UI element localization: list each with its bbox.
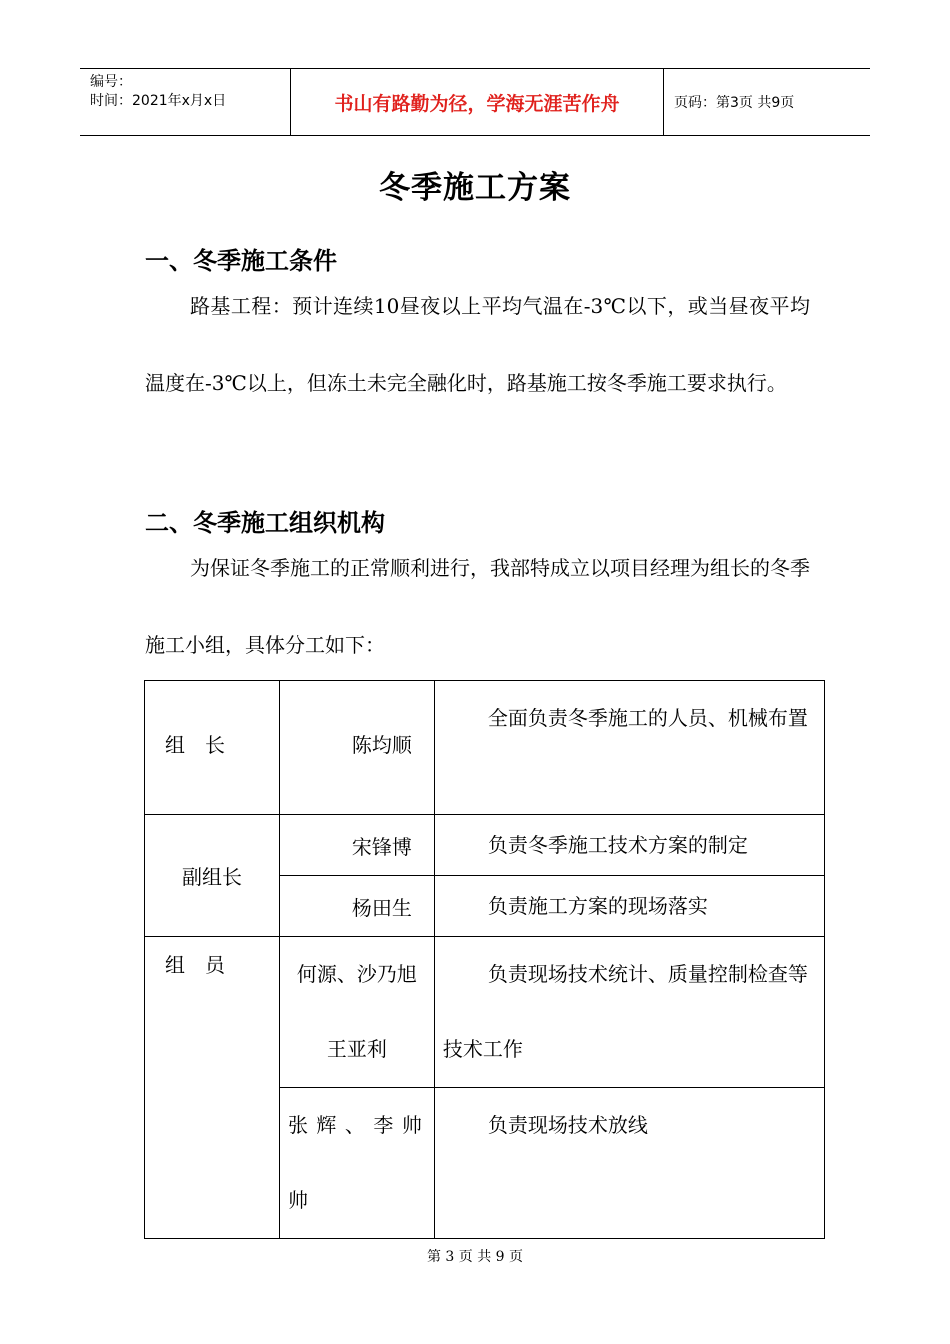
- role-deputy-leader: 副组长: [181, 865, 242, 889]
- page-footer: 第 3 页 共 9 页: [426, 1249, 524, 1265]
- header-meta: [80, 69, 291, 136]
- duty-member-1: 负责现场技术统计、质量控制检查等技术工作: [442, 962, 808, 1061]
- duty-assignment-table: [144, 680, 825, 1239]
- header-motto: 书山有路勤为径，学海无涯苦作舟: [291, 69, 664, 136]
- role-cell: [145, 815, 280, 937]
- duty-deputy-1: 负责冬季施工技术方案的制定: [487, 833, 748, 857]
- name-cell: [279, 1088, 434, 1239]
- name-leader: 陈均顺: [351, 733, 412, 757]
- duty-cell: [434, 1088, 824, 1239]
- duty-leader: 全面负责冬季施工的人员、机械布置: [487, 706, 808, 730]
- section-heading-organization: 二、冬季施工组织机构: [145, 508, 385, 537]
- section-heading-conditions: 一、冬季施工条件: [145, 246, 337, 275]
- role-cell: [145, 681, 280, 815]
- header-page-number: 页码：第3页 共9页: [674, 95, 795, 111]
- duty-cell: [434, 815, 824, 876]
- document-date-label: 时间：2021年x月x日: [90, 93, 227, 109]
- document-number-label: 编号：: [90, 74, 132, 90]
- name-member-2: 张辉、李帅帅: [287, 1113, 426, 1212]
- table-row: [145, 815, 825, 876]
- role-leader: 组 长: [165, 733, 225, 757]
- role-member: 组 员: [165, 953, 225, 977]
- table-row: [145, 937, 825, 1088]
- duty-member-2: 负责现场技术放线: [487, 1113, 648, 1137]
- page-header: [80, 68, 870, 136]
- name-deputy-1: 宋锋博: [351, 834, 412, 859]
- name-cell: [279, 937, 434, 1088]
- section-paragraph-organization: 为保证冬季施工的正常顺利进行，我部特成立以项目经理为组长的冬季施工小组，具体分工如下：: [145, 556, 810, 657]
- name-cell: [279, 876, 434, 937]
- duty-deputy-2: 负责施工方案的现场落实: [487, 894, 708, 918]
- duty-cell: [434, 876, 824, 937]
- duty-cell: [434, 681, 824, 815]
- name-member-1: 何源、沙乃旭王亚利: [296, 962, 417, 1061]
- table-row: [145, 681, 825, 815]
- section-paragraph-conditions: 路基工程：预计连续10昼夜以上平均气温在-3℃以下，或当昼夜平均温度在-3℃以上，但冻土未完全融化时，路基施工按冬季施工要求执行。: [145, 294, 810, 395]
- role-cell: [145, 937, 280, 1239]
- duty-cell: [434, 937, 824, 1088]
- name-cell: [279, 815, 434, 876]
- name-deputy-2: 杨田生: [351, 895, 412, 920]
- name-cell: [279, 681, 434, 815]
- document-title: 冬季施工方案: [379, 170, 571, 206]
